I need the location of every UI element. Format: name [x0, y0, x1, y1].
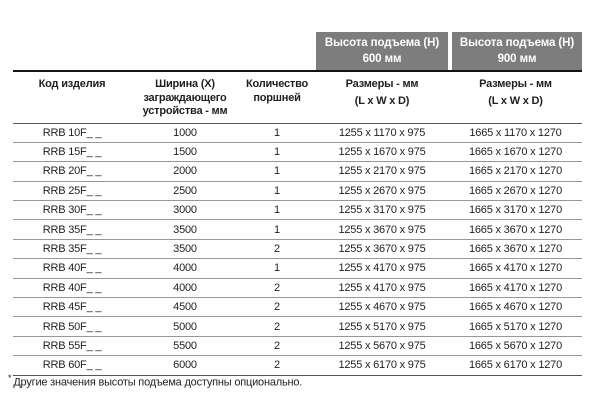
dimensions-900-cell: 1665 x 1670 x 1270 [449, 142, 582, 161]
dimensions-600-cell: 1255 x 3170 x 975 [315, 201, 449, 220]
table-row [13, 298, 582, 317]
dimensions-900-cell: 1665 x 2170 x 1270 [449, 162, 582, 181]
dimensions-600-cell: 1255 x 3670 x 975 [315, 239, 449, 258]
piston-count-cell: 2 [239, 336, 315, 355]
lift-height-600-value: 600 мм [362, 53, 402, 65]
table-row [13, 201, 582, 220]
product-code-cell: RRB 20F_ _ [13, 162, 131, 181]
product-code-cell: RRB 40F_ _ [13, 278, 131, 297]
width-cell: 2000 [131, 162, 239, 181]
product-code-cell: RRB 30F_ _ [13, 201, 131, 220]
product-code-cell: RRB 15F_ _ [13, 142, 131, 161]
table-row [13, 259, 582, 278]
product-code-cell: RRB 45F_ _ [13, 298, 131, 317]
product-code-cell: RRB 55F_ _ [13, 336, 131, 355]
footnote-asterisk: * [8, 373, 12, 383]
piston-count-cell: 1 [239, 123, 315, 142]
dimensions-600-cell: 1255 x 6170 x 975 [315, 356, 449, 375]
dimensions-900-cell: 1665 x 2670 x 1270 [449, 181, 582, 200]
dimensions-900-cell: 1665 x 3670 x 1270 [449, 239, 582, 258]
table-row [13, 123, 582, 142]
width-cell: 5500 [131, 336, 239, 355]
table-row [13, 220, 582, 239]
piston-count-cell: 1 [239, 220, 315, 239]
dimensions-600-label: Размеры - мм [345, 78, 419, 90]
dimensions-900-cell: 1665 x 5170 x 1270 [449, 317, 582, 336]
dimensions-600-cell: 1255 x 5170 x 975 [315, 317, 449, 336]
piston-count-cell: 2 [239, 278, 315, 297]
lift-height-600-header [316, 32, 448, 70]
table-row [13, 142, 582, 161]
piston-count-cell: 1 [239, 259, 315, 278]
piston-count-cell: 1 [239, 181, 315, 200]
table-row [13, 278, 582, 297]
product-code-cell: RRB 60F_ _ [13, 356, 131, 375]
width-cell: 4000 [131, 259, 239, 278]
col-header-dimensions-600 [315, 71, 449, 123]
dimensions-600-cell: 1255 x 1170 x 975 [315, 123, 449, 142]
dimensions-900-cell: 1665 x 3170 x 1270 [449, 201, 582, 220]
product-code-cell: RRB 40F_ _ [13, 259, 131, 278]
dimensions-600-cell: 1255 x 2670 x 975 [315, 181, 449, 200]
lift-height-900-value: 900 мм [497, 53, 537, 65]
piston-count-cell: 1 [239, 142, 315, 161]
col-header-barrier-width: Ширина (X) заграждающего устройства - мм [131, 71, 239, 123]
product-code-cell: RRB 25F_ _ [13, 181, 131, 200]
col-header-dimensions-900 [449, 71, 582, 123]
product-code-cell: RRB 35F_ _ [13, 220, 131, 239]
table-row [13, 336, 582, 355]
dimensions-600-cell: 1255 x 1670 x 975 [315, 142, 449, 161]
table-header-row [13, 71, 582, 123]
piston-count-cell: 2 [239, 298, 315, 317]
dimensions-900-cell: 1665 x 3670 x 1270 [449, 220, 582, 239]
product-code-cell: RRB 35F_ _ [13, 239, 131, 258]
table-row [13, 162, 582, 181]
col-header-product-code: Код изделия [13, 71, 131, 123]
lift-height-900-header [452, 32, 582, 70]
width-cell: 3500 [131, 239, 239, 258]
dimensions-900-cell: 1665 x 5670 x 1270 [449, 336, 582, 355]
dimensions-600-cell: 1255 x 4170 x 975 [315, 259, 449, 278]
dimensions-600-cell: 1255 x 5670 x 975 [315, 336, 449, 355]
width-cell: 1000 [131, 123, 239, 142]
dimensions-600-cell: 1255 x 4170 x 975 [315, 278, 449, 297]
piston-count-cell: 1 [239, 162, 315, 181]
product-code-cell: RRB 50F_ _ [13, 317, 131, 336]
width-cell: 6000 [131, 356, 239, 375]
footnote-text: Другие значения высоты подъема доступны опционально. [13, 376, 303, 389]
dimensions-900-cell: 1665 x 1170 x 1270 [449, 123, 582, 142]
width-cell: 5000 [131, 317, 239, 336]
width-cell: 4500 [131, 298, 239, 317]
dimensions-600-cell: 1255 x 2170 x 975 [315, 162, 449, 181]
dimensions-600-cell: 1255 x 3670 x 975 [315, 220, 449, 239]
product-spec-table [13, 70, 582, 376]
product-code-cell: RRB 10F_ _ [13, 123, 131, 142]
piston-count-cell: 2 [239, 317, 315, 336]
piston-count-cell: 2 [239, 239, 315, 258]
dimensions-900-cell: 1665 x 4670 x 1270 [449, 298, 582, 317]
lift-height-600-title: Высота подъема (H) [324, 37, 440, 49]
dimensions-900-cell: 1665 x 4170 x 1270 [449, 278, 582, 297]
width-cell: 3500 [131, 220, 239, 239]
width-cell: 4000 [131, 278, 239, 297]
table-row [13, 239, 582, 258]
dimensions-900-cell: 1665 x 4170 x 1270 [449, 259, 582, 278]
footnote [8, 373, 302, 389]
dimensions-600-cell: 1255 x 4670 x 975 [315, 298, 449, 317]
col-header-piston-count: Количество поршней [239, 71, 315, 123]
dimensions-600-sublabel: (L x W x D) [354, 94, 410, 107]
dimensions-900-sublabel: (L x W x D) [488, 94, 543, 107]
dimensions-900-label: Размеры - мм [479, 78, 552, 90]
lift-height-900-title: Высота подъема (H) [459, 37, 575, 49]
table-row [13, 181, 582, 200]
table-row [13, 317, 582, 336]
width-cell: 1500 [131, 142, 239, 161]
piston-count-cell: 1 [239, 201, 315, 220]
piston-count-cell: 2 [239, 356, 315, 375]
dimensions-900-cell: 1665 x 6170 x 1270 [449, 356, 582, 375]
width-cell: 2500 [131, 181, 239, 200]
width-cell: 3000 [131, 201, 239, 220]
